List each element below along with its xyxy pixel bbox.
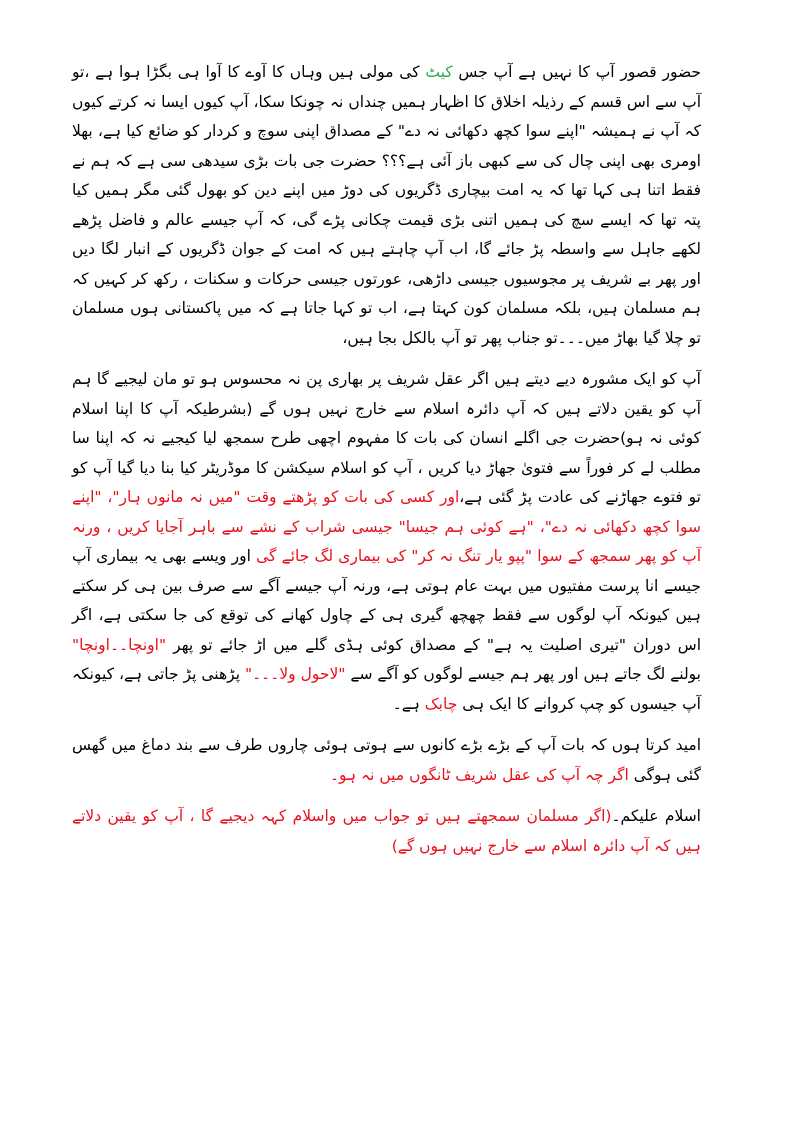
paragraph-1-text-b: کی مولی ہیں وہاں کا آوے کا آوا ہی بگڑا ہوا ہے ،تو آپ سے اس قسم کے رذیلہ اخلاق کا اظہار ہمیں چنداں نہ چونکا سکا، آپ کیوں ایسا نہ کرتے کیوں کہ آپ نے ہمیشہ "اپنے سوا کچھ دکھائی نہ دے" کے مصداق اپنی سوچ و کردار کو ضائع کیا ہے، بھلا اومری بھی اپنی چال کی سے کبھی باز آئی ہے؟؟؟ حضرت جی بات بڑی سیدھی سی ہے کہ ہم نے فقط اتنا ہی کہا تھا کہ یہ امت بیچاری ڈگریوں کی دوڑ میں اپنے دین کو بھول گئی مگر ہمیں کیا پتہ تھا کہ ایسے سچ کی ہمیں اتنی بڑی قیمت چکانی پڑے گی، کہ آپ جیسے عالم و فاضل پڑھے لکھے جاہل سے واسطہ پڑ جائے گا، اب آپ چاہتے ہیں کہ امت کے جوان ڈگریوں کے انبار لگا دیں اور پھر بے شریف پر مجوسیوں جیسی داڑھی، عورتوں جیسی حرکات و سکنات ، رکھ کر کہیں کہ ہم مسلمان ہیں، بلکہ مسلمان کون کہتا ہے، اب تو کہا جاتا ہے کہ میں پاکستانی ہوں مسلمان تو چلا گیا بھاڑ میں۔۔۔تو جناب پھر تو آپ بالکل بجا ہیں،: [72, 63, 701, 347]
paragraph-2-text-b: اور ویسے بھی یہ بیماری آپ جیسے انا پرست مفتیوں میں بہت عام ہوتی ہے، ورنہ آپ جیسے آگے سے صرف بین ہی کر سکتے ہیں کیونکہ آپ لوگوں سے فقط چھچھ گیری ہی کے چاول کھانے کی توقع کی جا سکتی ہے، اگر اس دوران "تیری اصلیت یہ ہے" کے مصداق کوئی ہڈی گلے میں اڑ جائے تو پھر: [72, 547, 701, 654]
paragraph-2-text-e: ہے۔: [392, 694, 425, 713]
paragraph-2-text-a: آپ کو ایک مشورہ دیے دیتے ہیں اگر عقل شریف پر بھاری پن نہ محسوس ہو تو مان لیجیے گا ہم آپ کو یقین دلاتے ہیں کہ آپ دائرہ اسلام سے خارج نہیں ہوں گے (بشرطیکہ آپ کا اپنا اسلام کوئی نہ ہو)حضرت جی اگلے انسان کی بات کا مفہوم اچھی طرح سمجھ لیا کیجیے نہ کہ اپنا سا مطلب لے کر فوراً سے فتویٰ جھاڑ دیا کریں ، آپ کو اسلام سیکشن کا موڈریٹر کیا بنا دیا گیا آپ کو تو فتوے جھاڑنے کی عادت پڑ گئی ہے،: [72, 370, 701, 506]
highlighted-word-green: کیٹ: [425, 63, 453, 81]
paragraph-2-red-c: "لاحول ولا۔۔۔": [244, 665, 346, 683]
paragraph-2-red-a: اور کسی کی بات کو پڑھتے وقت "میں نہ مانوں ہار"، "اپنے سوا کچھ دکھائی نہ دے"، "ہے کوئی ہم جیسا" جیسی شراب کے نشے سے باہر آجایا کریں ، ورنہ آپ کو پھر سمجھ کے سوا "پپو یار تنگ نہ کر" کی بیماری لگ جائے گی: [72, 488, 701, 565]
paragraph-4-red: (اگر مسلمان سمجھتے ہیں تو جواب میں واسلام کہہ دیجیے گا ، آپ کو یقین دلاتے ہیں کہ آپ دائرہ اسلام سے خارج نہیں ہوں گے): [72, 807, 701, 855]
paragraph-1-text-a: حضور قصور آپ کا نہیں ہے آپ جس: [452, 63, 701, 81]
paragraph-3-red: اگر چہ آپ کی عقل شریف ٹانگوں میں نہ ہو۔: [329, 765, 634, 784]
paragraph-4: [72, 802, 701, 861]
paragraph-2-text-c: بولنے لگ جاتے ہیں اور پھر ہم جیسے لوگوں کو آگے سے: [345, 665, 701, 683]
paragraph-2: [72, 365, 701, 719]
paragraph-1: [72, 58, 701, 353]
paragraph-3: [72, 731, 701, 790]
paragraph-2-red-b: "اونچا۔۔اونچا": [72, 635, 167, 654]
paragraph-3-text: امید کرتا ہوں کہ بات آپ کے بڑے بڑے کانوں سے ہوتی ہوئی چاروں طرف سے بند دماغ میں گھس گئی ہوگی: [72, 736, 701, 784]
paragraph-2-red-d: چابک: [424, 694, 458, 713]
paragraph-4-greeting: اسلام علیکم۔: [611, 807, 701, 825]
paragraph-2-text-d: پڑھنی پڑ جاتی ہے، کیونکہ آپ جیسوں کو چپ کروانے کا ایک ہی: [72, 665, 701, 713]
